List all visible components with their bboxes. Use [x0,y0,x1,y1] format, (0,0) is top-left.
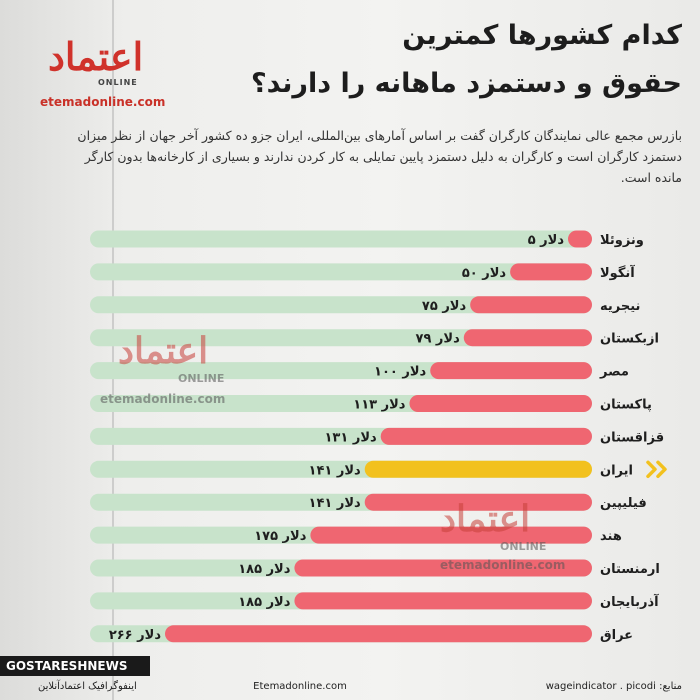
bar [430,362,592,379]
watermark-subtext: ONLINE [178,372,225,385]
title-line-2: حقوق و دستمزد ماهانه را دارند؟ [251,68,682,99]
bar [165,625,592,642]
footer-sources: منابع: wageindicator . picodi [545,681,682,692]
title-line-1: کدام کشورها کمترین [402,20,682,51]
highlight-arrow-icon [658,462,665,476]
bar [381,428,592,445]
bar [294,592,592,609]
watermark-wordmark: اعتماد [118,330,209,372]
category-label: قزاقستان [600,430,665,446]
logo-subtext: ONLINE [98,78,138,87]
value-label: ۵ دلار [527,233,564,248]
bar-track [90,231,592,248]
category-label: ایران [600,463,633,479]
watermark-logo-2 [440,498,546,553]
watermark-site: etemadonline.com [100,392,226,406]
intro-paragraph: بازرس مجمع عالی نمایندگان کارگران گفت بر اساس آمارهای بین‌المللی، ایران جزو ده کشور آخر جهان از نظر میزان دستمزد کارگران است و کارگران به دلیل دستمزد پایین تمایلی به کار کردن ندارند و بسیاری از کارخانه‌ها بدون کارگر مانده است. [77,128,682,185]
value-label: ۱۷۵ دلار [254,529,307,545]
footer-site: Etemadonline.com [253,681,347,692]
bar [510,263,592,280]
partner-badge: GOSTARESHNEWS [0,656,150,676]
value-label: ۱۳۱ دلار [324,430,377,446]
value-label: ۲۶۶ دلار [108,627,161,643]
category-label: ازبکستان [600,331,659,347]
value-label: ۷۵ دلار [421,298,467,314]
category-label: عراق [600,627,634,643]
logo-wordmark: اعتماد [48,34,144,79]
value-label: ۷۹ دلار [415,331,460,347]
category-label: ونزوئلا [600,233,644,248]
brand-site: etemadonline.com [40,95,166,109]
value-label: ۵۰ دلار [461,265,507,281]
bar [568,231,592,248]
category-label: هند [600,529,622,545]
value-label: ۱۸۵ دلار [238,594,291,610]
watermark-subtext-2: ONLINE [500,540,547,553]
watermark-site-2: etemadonline.com [440,558,566,572]
watermark-wordmark-2: اعتماد [440,498,531,540]
value-label: ۱۱۳ دلار [353,397,406,413]
highlight-arrow-icon [648,462,655,476]
category-label: مصر [600,364,629,380]
bar [409,395,592,412]
category-label: نیجریه [600,298,641,314]
category-label: آذربایجان [600,594,659,610]
value-label: ۱۸۵ دلار [238,562,291,577]
bar-chart [0,222,700,662]
category-label: فیلیپین [600,496,647,512]
category-label: پاکستان [600,397,652,413]
value-label: ۱۴۱ دلار [308,496,361,512]
watermark-logo [118,330,224,385]
value-label: ۱۴۱ دلار [308,463,361,479]
footer-credit: اینفوگرافیک اعتمادآنلاین [38,681,137,692]
bar [470,296,592,313]
bar [365,461,592,478]
bar [464,329,592,346]
category-label: ارمنستان [600,562,660,577]
category-label: آنگولا [600,265,635,281]
value-label: ۱۰۰ دلار [374,364,427,380]
